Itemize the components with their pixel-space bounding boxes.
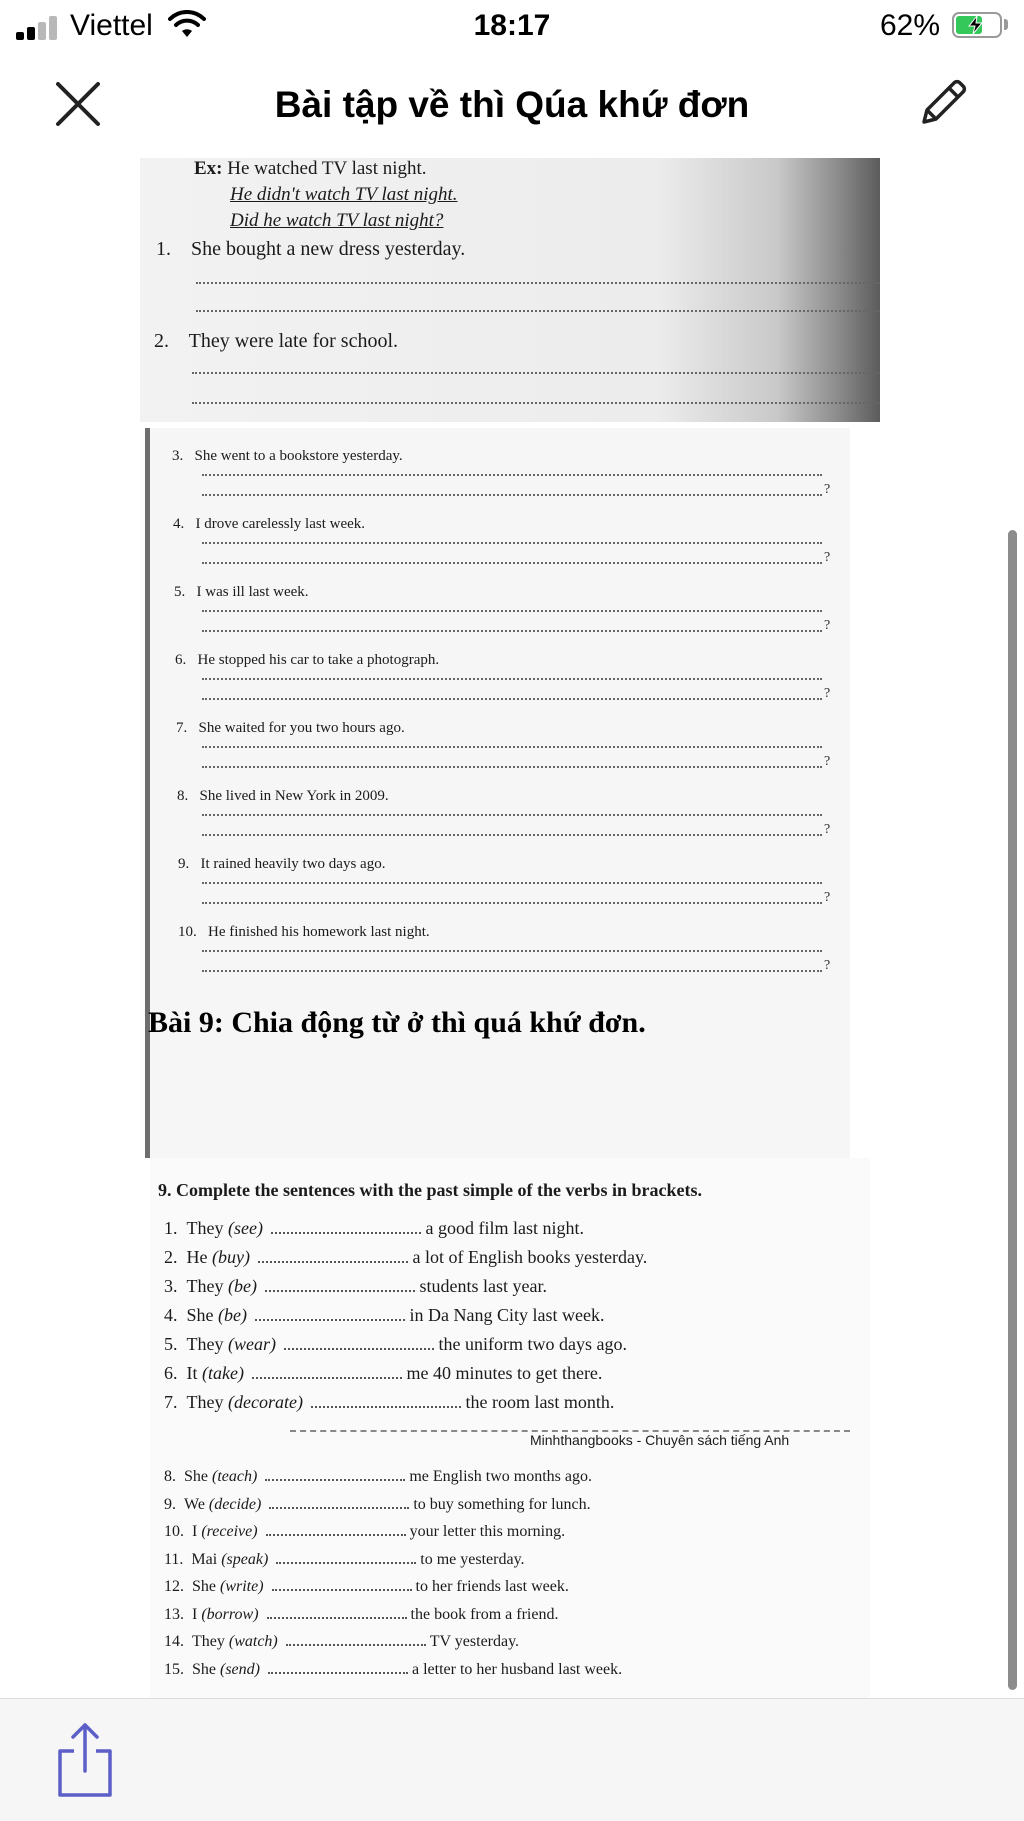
list-item: 5. I was ill last week. [174,584,309,600]
answer-line [202,746,822,748]
list-item: 7. She waited for you two hours ago. [176,720,405,736]
share-icon [54,1721,116,1799]
exercise-item: 5. They (wear) the uniform two days ago. [164,1334,627,1354]
scan-page-bottom [150,1158,870,1698]
answer-line [202,494,822,496]
status-bar [0,0,1024,52]
blank-line [271,1232,421,1234]
list-item: 10. He finished his homework last night. [178,924,430,940]
pencil-icon [912,74,972,134]
answer-line [202,474,822,476]
blank-line [272,1589,412,1591]
answer-line [202,766,822,768]
blank-line [265,1479,405,1481]
clock: 18:17 [473,9,551,42]
list-item: 6. He stopped his car to take a photograph. [175,652,440,668]
list-item: 1. She bought a new dress yesterday. [156,238,466,260]
answer-line [202,678,822,680]
exercise-item: 3. They (be) students last year. [164,1276,547,1296]
exercise-item: 13. I (borrow) the book from a friend. [164,1605,559,1623]
list-item: 9. It rained heavily two days ago. [178,856,386,872]
exercise-item: 12. She (write) to her friends last week. [164,1578,569,1595]
scan-page-top [140,158,880,422]
exercise-item: 11. Mai (speak) to me yesterday. [164,1550,525,1568]
close-icon [50,76,106,132]
blank-line [269,1507,409,1509]
answer-line [196,310,880,312]
list-item: 3. She went to a bookstore yesterday. [172,448,403,464]
question-mark: ? [824,754,831,769]
battery-percent: 62% [880,9,941,42]
question-mark: ? [824,618,831,633]
question-mark: ? [824,890,831,905]
answer-line [202,970,822,972]
edit-button[interactable] [912,74,972,134]
blank-line [258,1261,408,1263]
answer-line [202,814,822,816]
list-item: 4. I drove carelessly last week. [173,516,366,532]
answer-line [202,630,822,632]
section-heading: Bài 9: Chia động từ ở thì quá khứ đơn. [148,1006,646,1039]
document-viewer[interactable] [0,158,1024,1698]
blank-line [255,1319,405,1321]
bottom-toolbar [0,1698,1024,1821]
example-sentence: He watched TV last night. [227,158,427,179]
blank-line [265,1290,415,1292]
exercise-item: 1. They (see) a good film last night. [164,1218,584,1238]
example-negative: He didn't watch TV last night. [230,184,458,205]
answer-line [202,882,822,884]
battery-cap [1004,19,1008,30]
page-title: Bài tập về thì Qúa khứ đơn [274,84,750,125]
question-mark: ? [824,958,831,973]
blank-line [284,1348,434,1350]
exercise-item: 15. She (send) a letter to her husband last week. [164,1660,623,1678]
answer-line [202,542,822,544]
question-mark: ? [824,550,831,565]
exercise-item: 2. He (buy) a lot of English books yesterday. [164,1247,648,1267]
answer-line [192,372,880,374]
blank-line [276,1562,416,1564]
charging-bolt-icon [966,15,986,35]
blank-line [267,1617,407,1619]
exercise-item: 4. She (be) in Da Nang City last week. [164,1305,605,1325]
blank-line [252,1377,402,1379]
answer-line [202,834,822,836]
answer-line [192,402,880,404]
blank-line [266,1534,406,1536]
publisher-note: Minhthangbooks - Chuyên sách tiếng Anh [530,1432,790,1448]
answer-line [196,282,880,284]
battery-icon [952,12,1002,38]
scan-page-middle [145,428,850,1158]
list-item: 8. She lived in New York in 2009. [177,788,389,804]
answer-line [202,698,822,700]
close-button[interactable] [50,76,106,132]
blank-line [286,1644,426,1646]
nav-bar [0,52,1024,159]
answer-line [202,902,822,904]
question-mark: ? [824,482,831,497]
example-label: Ex: [194,158,223,179]
list-item: 2. They were late for school. [154,330,398,352]
example-question: Did he watch TV last night? [230,210,444,231]
share-button[interactable] [54,1721,116,1799]
exercise-item: 10. I (receive) your letter this morning. [164,1523,566,1540]
exercise-item: 6. It (take) me 40 minutes to get there. [164,1363,603,1383]
answer-line [202,562,822,564]
exercise-item: 14. They (watch) TV yesterday. [164,1633,520,1650]
answer-line [202,610,822,612]
blank-line [268,1672,408,1674]
scrollbar[interactable] [1008,530,1017,1690]
question-mark: ? [824,686,831,701]
blank-line [311,1406,461,1408]
carrier-name: Viettel [70,9,153,42]
question-mark: ? [824,822,831,837]
exercise-item: 7. They (decorate) the room last month. [164,1392,615,1412]
exercise-title: 9. Complete the sentences with the past simple of the verbs in brackets. [158,1180,702,1200]
exercise-item: 9. We (decide) to buy something for lunch. [164,1495,591,1513]
exercise-item: 8. She (teach) me English two months ago. [164,1468,592,1485]
answer-line [202,950,822,952]
